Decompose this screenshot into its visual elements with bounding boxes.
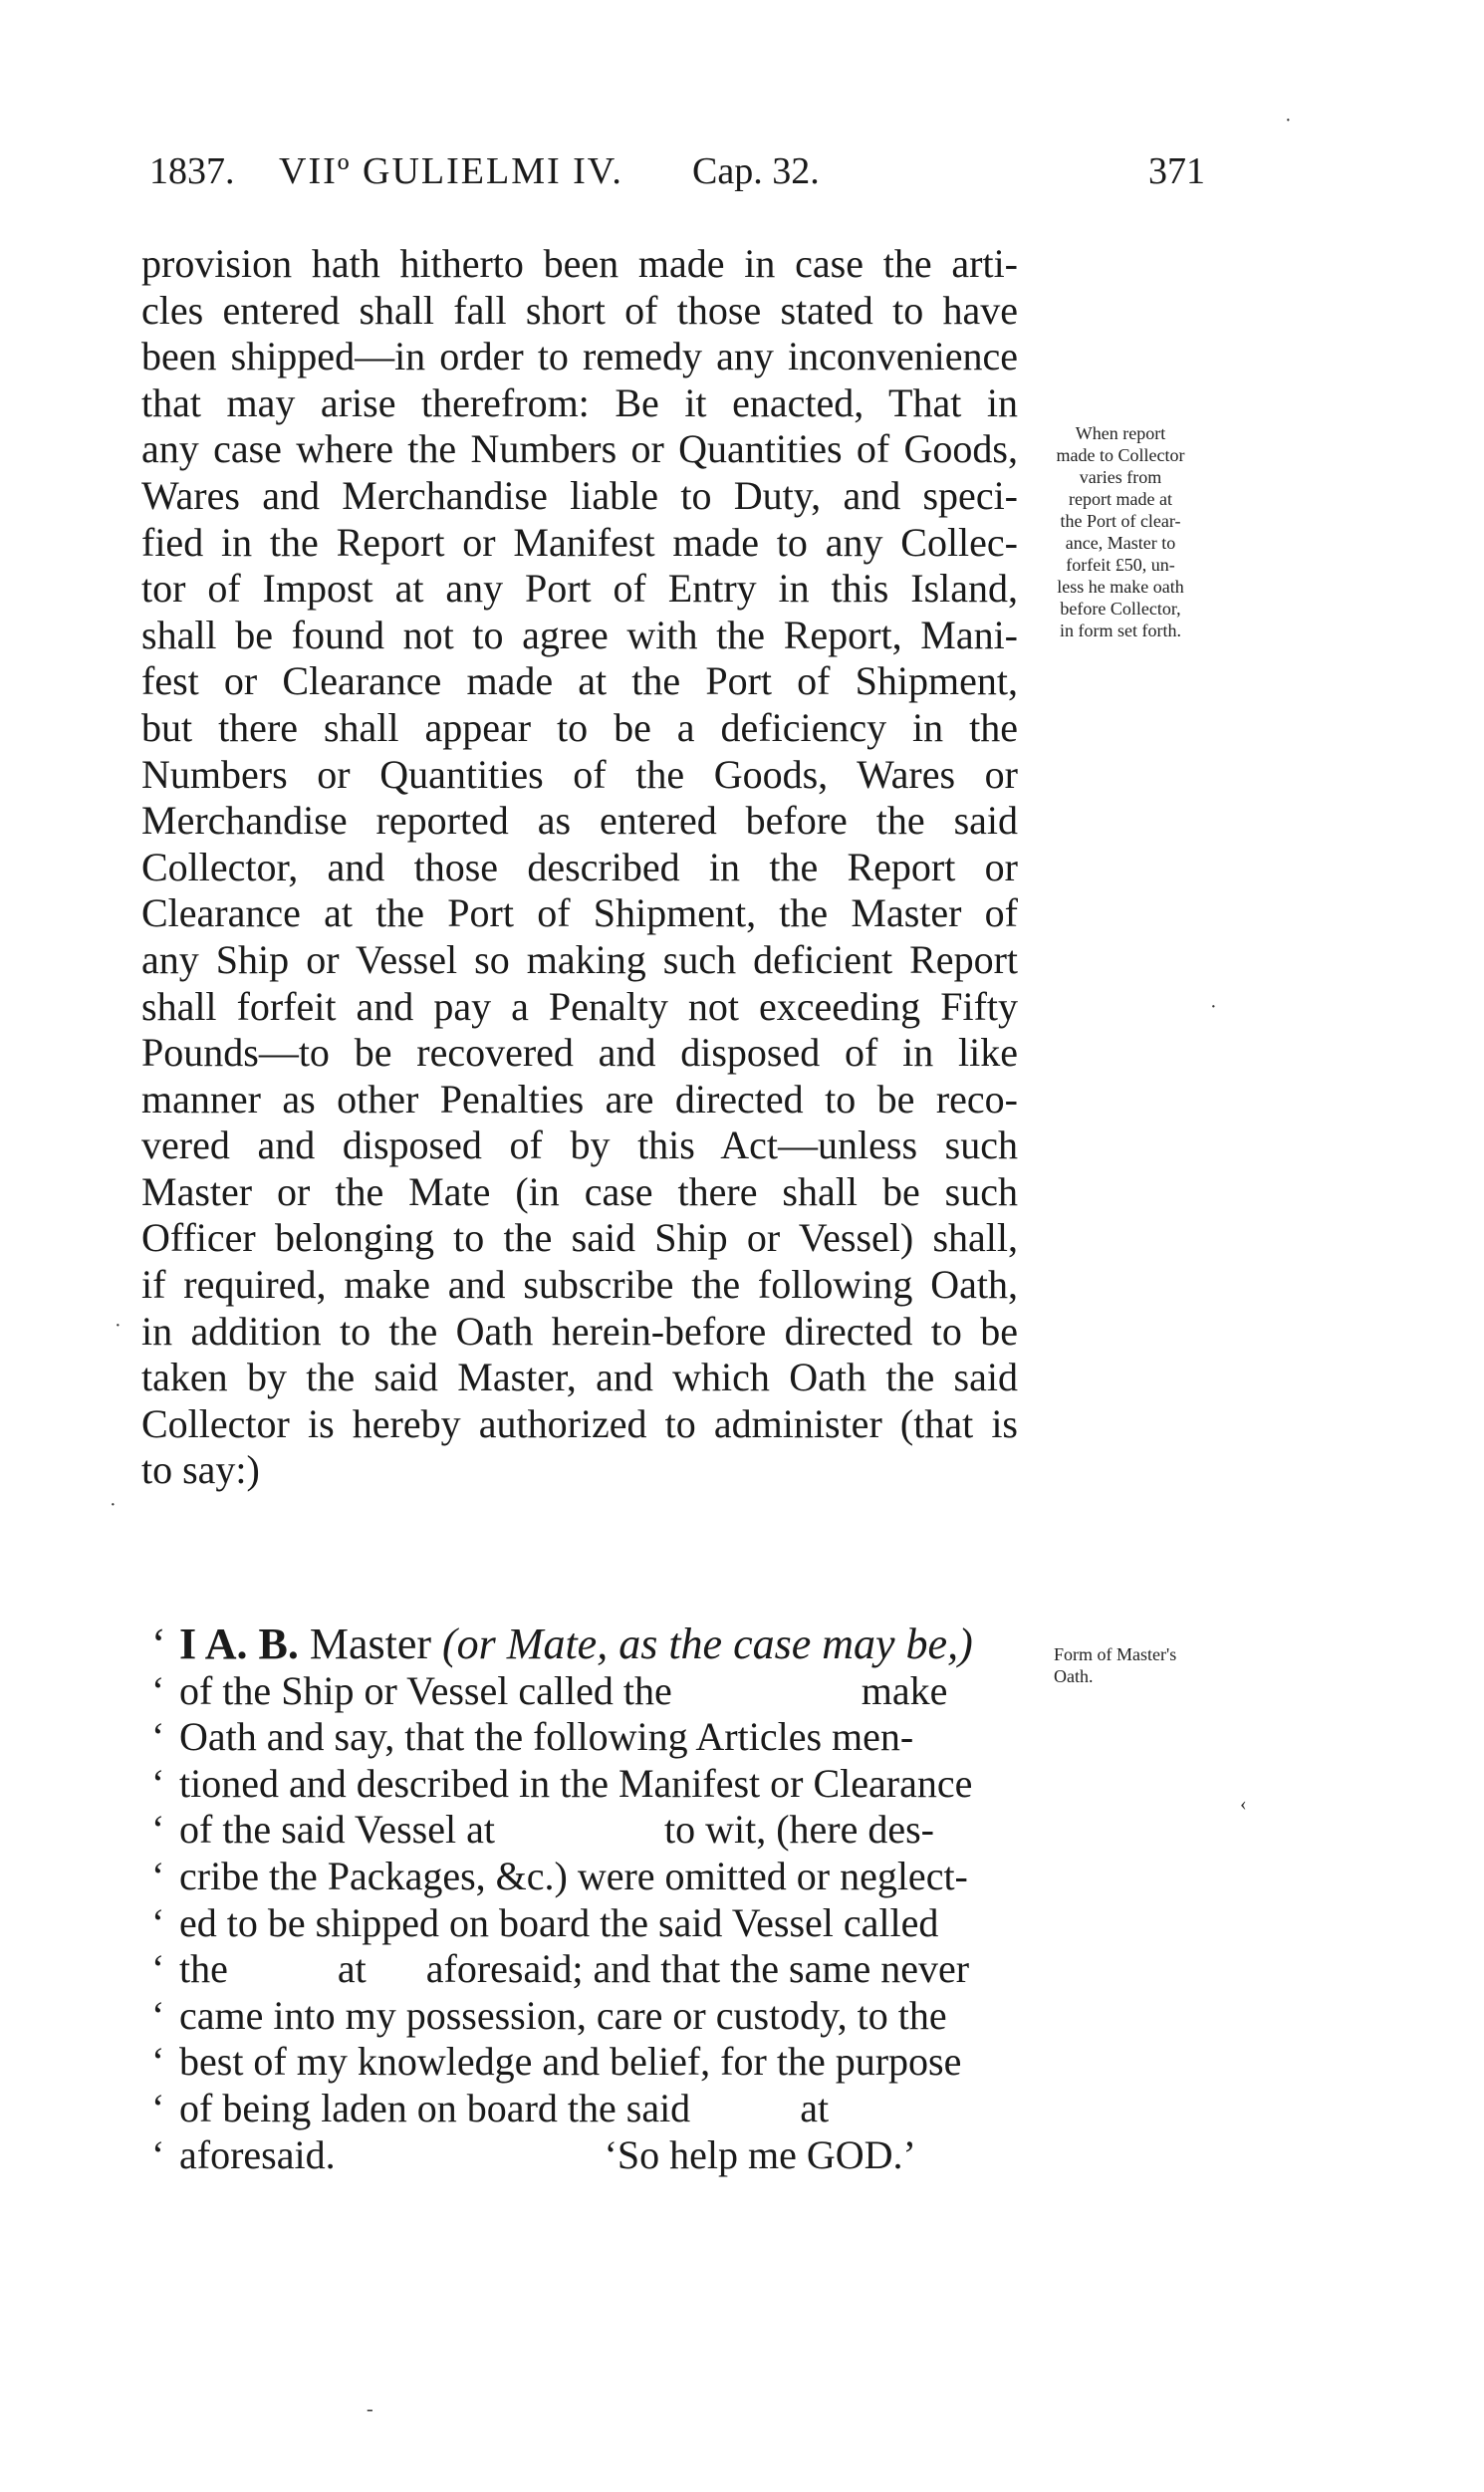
text-line: manner as other Penalties are directed to be reco- (141, 1076, 1018, 1121)
open-quote: ‘ (151, 1760, 165, 1806)
open-quote: ‘ (151, 2085, 165, 2130)
text-line: Numbers or Quantities of the Goods, Wares or (141, 751, 1018, 797)
header-year: 1837. (149, 150, 235, 192)
open-quote: ‘ (151, 1992, 165, 2038)
margin-note-penalty (1026, 422, 1215, 641)
open-quote: ‘ (151, 2131, 165, 2177)
oath-line (151, 1761, 1048, 1808)
text-line: Officer belonging to the said Ship or Vessel) shall, (141, 1215, 1018, 1261)
speck-mark: - (367, 2398, 373, 2420)
text-line: Master or the Mate (in case there shall be such (141, 1168, 1018, 1214)
margin-note-line: Oath. (1054, 1666, 1094, 1686)
text-line: to say:) (141, 1447, 260, 1493)
text-line: Collector, and those described in the Report or (141, 844, 1018, 889)
margin-note-line: the Port of clear- (1060, 511, 1181, 531)
oath-line (151, 1946, 1048, 1993)
open-quote: ‘ (151, 1714, 165, 1760)
oath-text: aforesaid. (179, 2131, 336, 2177)
text-line: Pounds—to be recovered and disposed of in like (141, 1030, 1018, 1076)
speck-mark: ‹ (1240, 1793, 1247, 1815)
text-line: shall be found not to agree with the Report, Mani- (141, 612, 1018, 657)
text-line: if required, make and subscribe the following Oath, (141, 1262, 1018, 1308)
open-quote: ‘ (151, 1899, 165, 1945)
oath-text: came into my possession, care or custody, to the (179, 1992, 947, 2038)
oath-line (151, 1714, 1048, 1761)
oath-form (151, 1621, 1048, 2178)
header-title: VIIº GULIELMI IV. (279, 150, 623, 192)
text-line: provision hath hitherto been made in case the arti- (141, 241, 1018, 286)
running-header (149, 149, 1205, 209)
header-chapter: Cap. 32. (692, 150, 820, 192)
oath-line (151, 1900, 1048, 1947)
text-line: Wares and Merchandise liable to Duty, and speci- (141, 472, 1018, 518)
oath-text: at (800, 2085, 830, 2130)
oath-line (151, 1854, 1048, 1900)
oath-text: of the said Vessel at (179, 1807, 495, 1853)
oath-closing: ‘So help me GOD.’ (604, 2131, 916, 2177)
margin-note-line: made to Collector (1056, 445, 1185, 465)
text-line: Collector is hereby authorized to administer (that is (141, 1400, 1018, 1446)
oath-line (151, 2132, 1048, 2179)
page-number: 371 (1148, 150, 1205, 192)
text-line: but there shall appear to be a deficiency in the (141, 704, 1018, 750)
text-line: any case where the Numbers or Quantities of Goods, (141, 426, 1018, 472)
speck-mark: · (1210, 996, 1217, 1018)
oath-text: of being laden on board the said (179, 2085, 691, 2130)
oath-text: of the Ship or Vessel called the (179, 1667, 672, 1713)
margin-note-line: ance, Master to (1065, 533, 1176, 553)
open-quote: ‘ (151, 2039, 165, 2085)
margin-note-line: less he make oath (1057, 577, 1184, 597)
oath-line (151, 1621, 1048, 1668)
oath-line (151, 1807, 1048, 1854)
margin-note-line: forfeit £50, un- (1066, 555, 1175, 575)
open-quote: ‘ (151, 1946, 165, 1992)
open-quote: ‘ (151, 1667, 165, 1713)
oath-text: tioned and described in the Manifest or Clearance (179, 1760, 973, 1806)
oath-text: aforesaid; and that the same never (425, 1946, 970, 1992)
oath-initials: I A. B. (179, 1620, 299, 1668)
oath-role: Master (309, 1620, 432, 1668)
margin-note-line: When report (1075, 423, 1166, 443)
oath-text: best of my knowledge and belief, for the purpose (179, 2039, 962, 2085)
text-line: Merchandise reported as entered before the said (141, 798, 1018, 844)
margin-note-line: varies from (1079, 467, 1162, 487)
margin-note-line: report made at (1069, 489, 1172, 509)
text-line: taken by the said Master, and which Oath the said (141, 1355, 1018, 1400)
oath-text: to wit, (here des- (663, 1807, 934, 1853)
oath-line (151, 1668, 1048, 1715)
speck-mark: · (1285, 110, 1292, 131)
text-line: vered and disposed of by this Act—unless such (141, 1122, 1018, 1168)
text-line: in addition to the Oath herein-before directed to be (141, 1308, 1018, 1354)
margin-note-line: in form set forth. (1060, 621, 1181, 640)
speck-mark: · (115, 1315, 122, 1337)
oath-text: ed to be shipped on board the said Vessel called (179, 1899, 939, 1945)
text-line: tor of Impost at any Port of Entry in this Island, (141, 566, 1018, 612)
oath-text: Oath and say, that the following Articles men- (179, 1714, 914, 1760)
text-line: Clearance at the Port of Shipment, the Master of (141, 890, 1018, 936)
oath-text: the (179, 1946, 228, 1992)
oath-line (151, 2039, 1048, 2086)
margin-note-line: Form of Master's (1054, 1644, 1177, 1664)
oath-text: cribe the Packages, &c.) were omitted or neglect- (179, 1853, 968, 1898)
text-line: fied in the Report or Manifest made to any Collec- (141, 519, 1018, 565)
text-line: that may arise therefrom: Be it enacted, That in (141, 379, 1018, 425)
open-quote: ‘ (151, 1620, 166, 1668)
open-quote: ‘ (151, 1853, 165, 1898)
text-line: been shipped—in order to remedy any inconvenience (141, 334, 1018, 379)
text-line: shall forfeit and pay a Penalty not exceeding Fifty (141, 983, 1018, 1029)
main-paragraph (141, 241, 1018, 1494)
text-line: any Ship or Vessel so making such deficient Report (141, 936, 1018, 982)
oath-text: at (337, 1946, 367, 1992)
text-line: fest or Clearance made at the Port of Shipment, (141, 658, 1018, 704)
oath-line (151, 1993, 1048, 2040)
text-line: cles entered shall fall short of those stated to have (141, 287, 1018, 333)
open-quote: ‘ (151, 1807, 165, 1853)
speck-mark: · (110, 1494, 117, 1516)
oath-italic: (or Mate, as the case may be,) (442, 1620, 973, 1668)
oath-text: make (861, 1667, 948, 1713)
margin-note-line: before Collector, (1060, 599, 1181, 619)
oath-line (151, 2086, 1048, 2132)
margin-note-oath-form (1054, 1643, 1233, 1687)
